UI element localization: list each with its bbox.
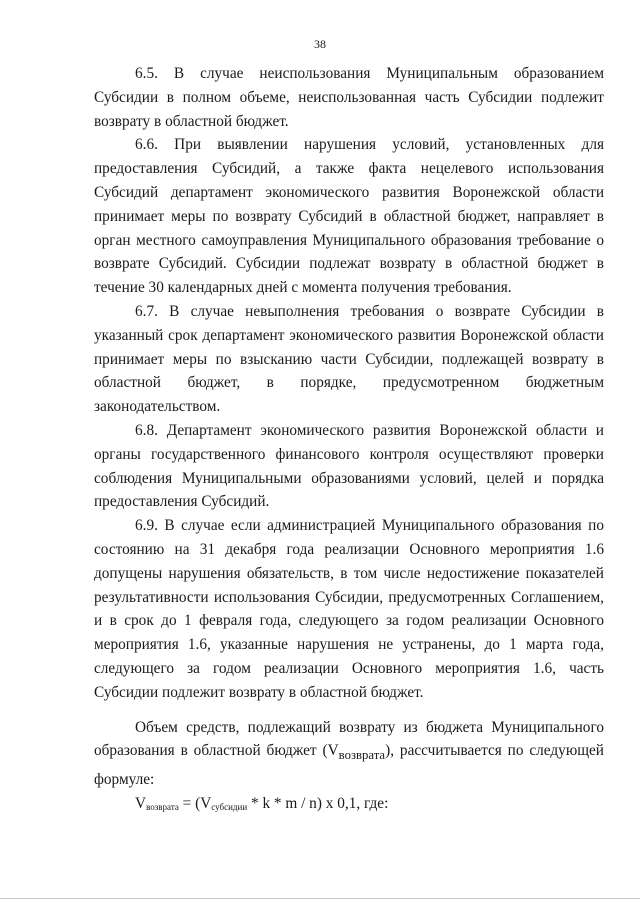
formula-line [94, 792, 604, 816]
document-body [94, 62, 604, 816]
formula-intro-subscript: возврата [338, 748, 386, 763]
formula-sub-subsidy: субсидии [211, 801, 248, 812]
paragraph-6-9: 6.9. В случае если администрацией Муниципального образования по состоянию на 31 декабря года реализации Основного мероприятия 1.6 допущены нарушения обязательств, в том числе недостижение показателей результативности использования Субсидии, предусмотренных Соглашением, и в срок до 1 февраля года, следующего за годом реализации Основного мероприятия 1.6, указанные нарушения не устранены, до 1 марта года, следующего за годом реализации Основного мероприятия 1.6, часть Субсидии подлежит возврату в областной бюджет. [94, 517, 604, 701]
formula-intro-paragraph [94, 716, 604, 792]
paragraph-6-5: 6.5. В случае неиспользования Муниципальным образованием Субсидии в полном объеме, неиспользованная часть Субсидии подлежит возврату в областной бюджет. [94, 65, 604, 130]
formula-intro-text-before: Объем средств, подлежащий возврату из бюджета Муниципального образования в областной бюджет (V [94, 718, 604, 760]
page-number: 38 [314, 37, 326, 51]
formula-rest: * k * m / n) x 0,1, где: [247, 794, 389, 812]
paragraph-6-6: 6.6. При выявлении нарушения условий, установленных для предоставления Субсидий, а также факта нецелевого использования Субсидий департамент экономического развития Воронежской области принимает меры по возврату Субсидий в областной бюджет, направляет в орган местного самоуправления Муниципального образования требование о возврате Субсидий. Субсидии подлежат возврату в областной бюджет в течение 30 календарных дней с момента получения требования. [94, 136, 604, 297]
paragraph-6-8: 6.8. Департамент экономического развития Воронежской области и органы государственного финансового контроля осуществляют проверки соблюдения Муниципальными образованиями условий, целей и порядка предоставления Субсидий. [94, 421, 604, 511]
formula-intro-text-after: ), рассчитывается по следующей формуле: [94, 742, 604, 789]
formula-sub-return: возврата [146, 801, 179, 812]
formula-v-return: V [135, 794, 147, 812]
bottom-scan-edge [0, 898, 640, 899]
formula-equals-v: = (V [178, 794, 212, 812]
paragraph-6-7: 6.7. В случае невыполнения требования о возврате Субсидии в указанный срок департамент экономического развития Воронежской области принимает меры по взысканию части Субсидии, подлежащей возврату в областной бюджет, в порядке, предусмотренном бюджетным законодательством. [94, 302, 604, 416]
